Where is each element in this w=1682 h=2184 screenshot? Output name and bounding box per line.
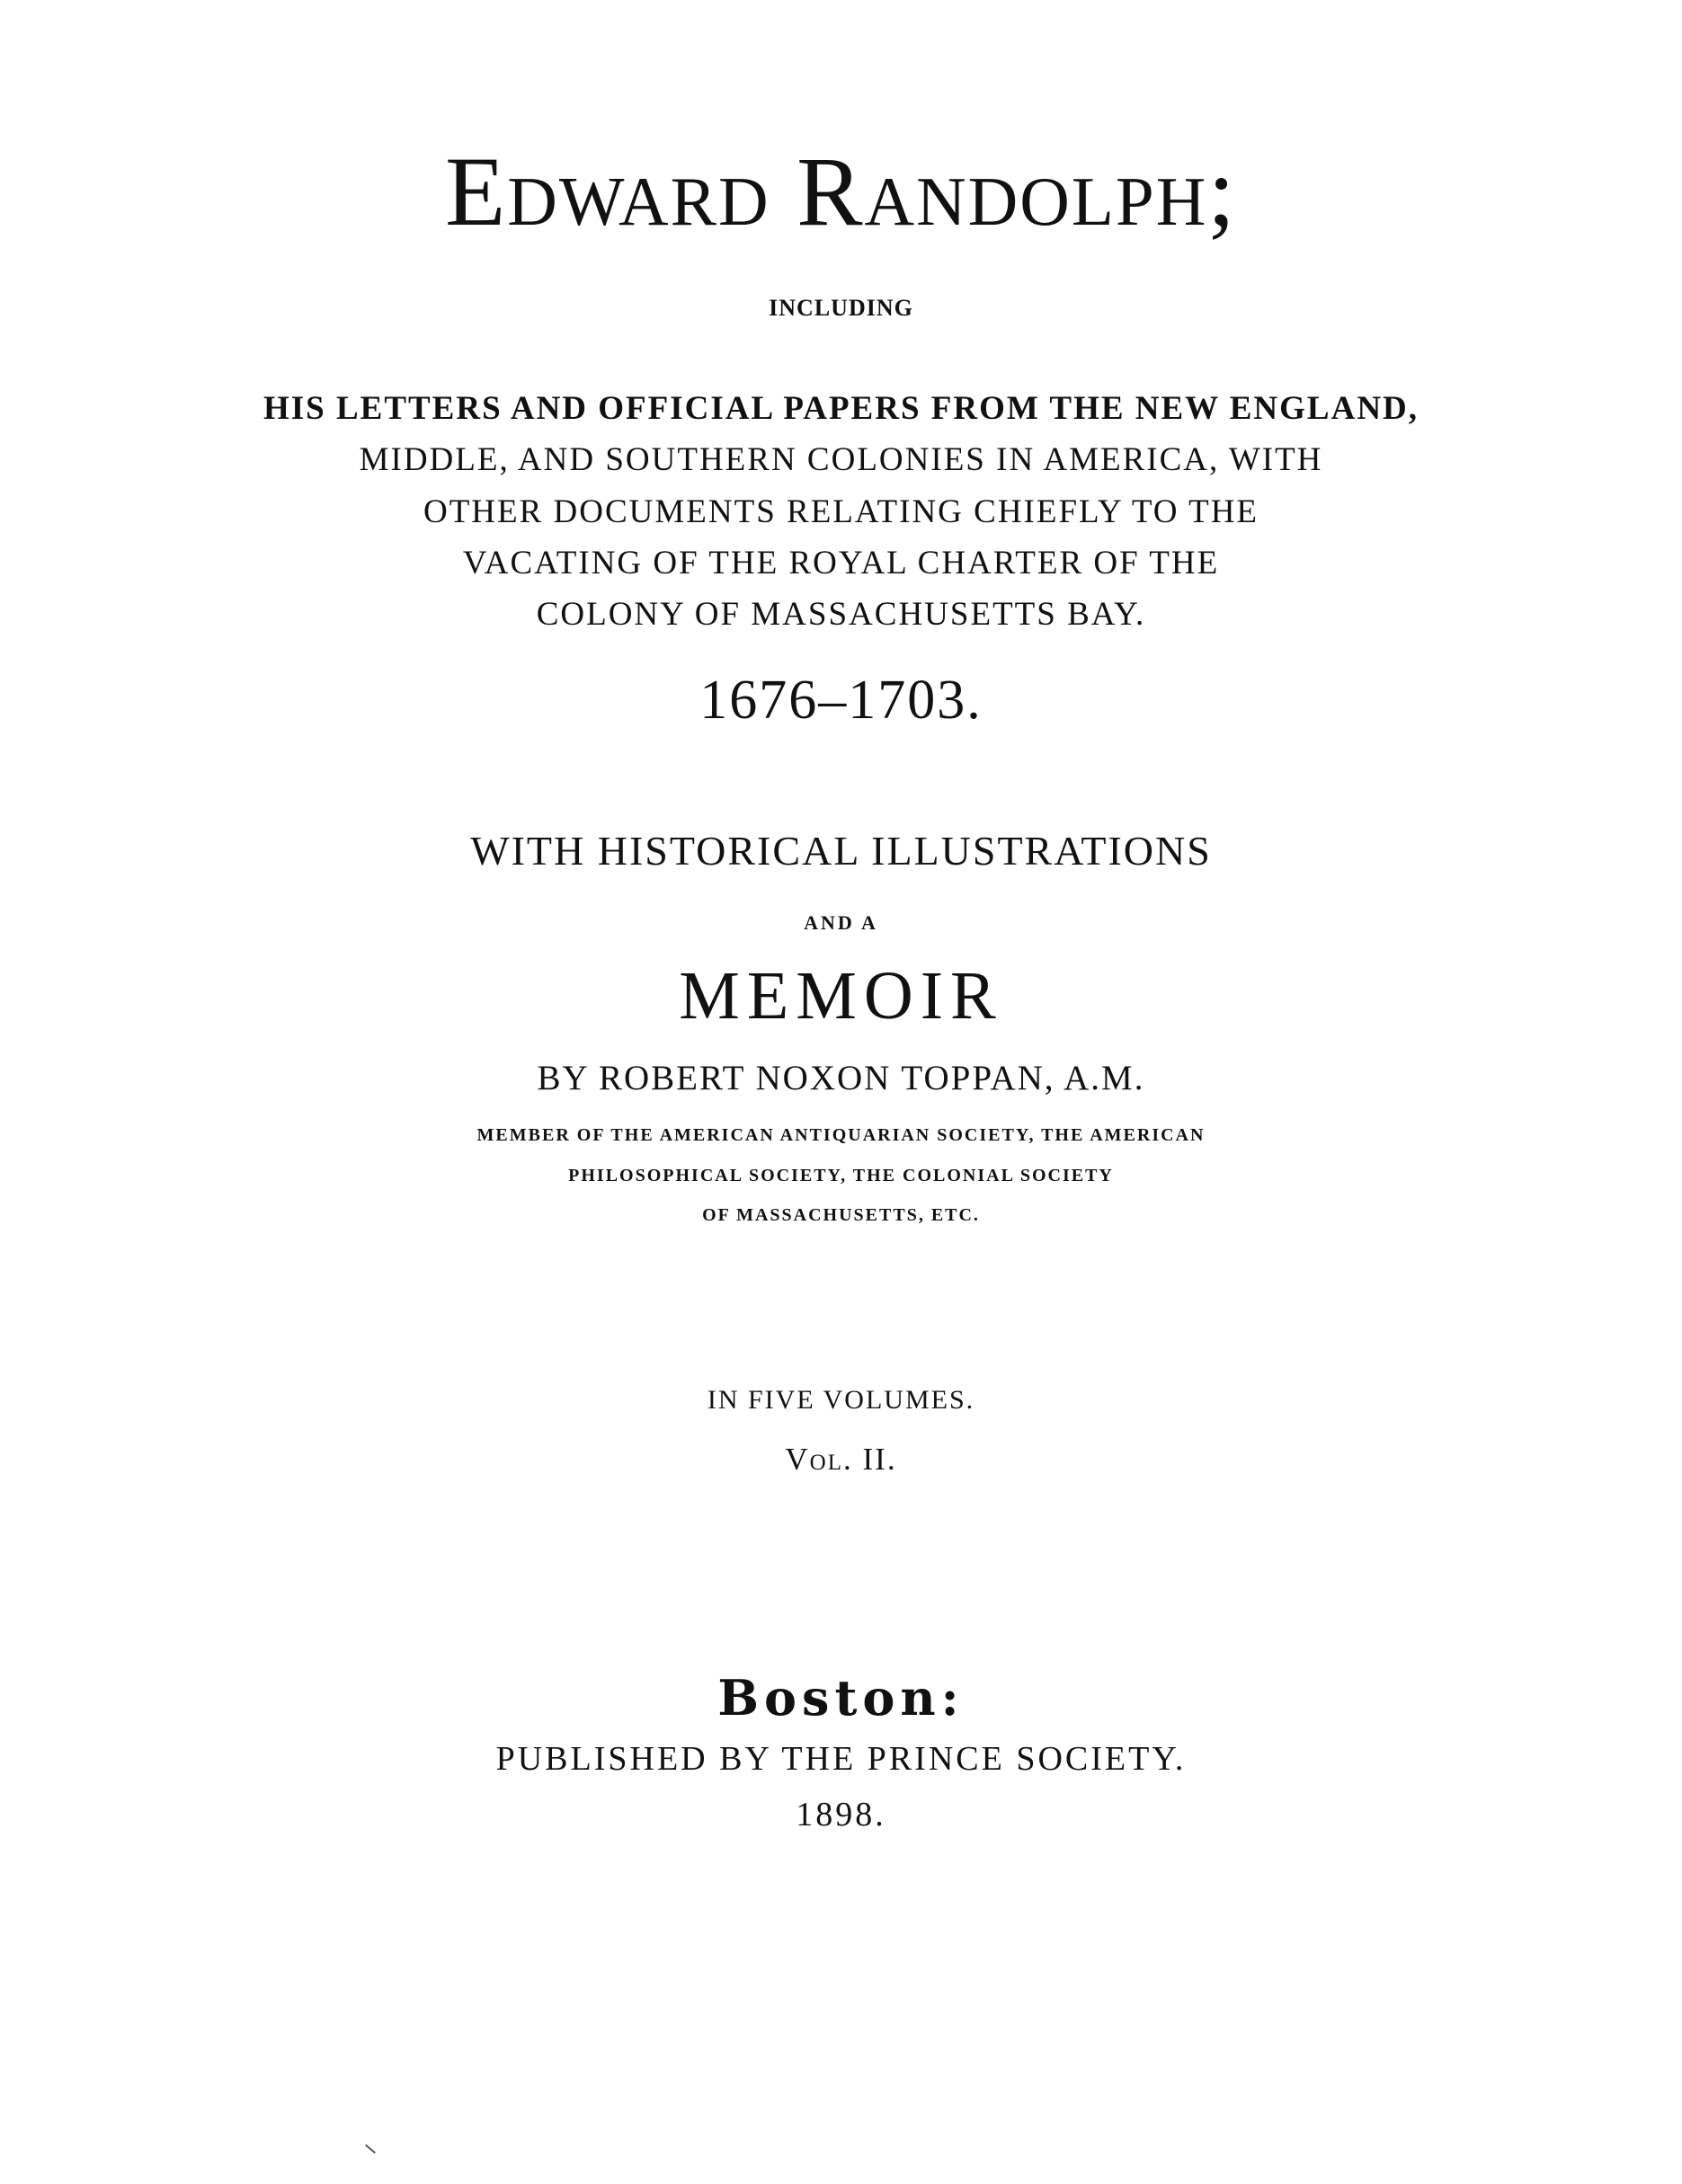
book-title: Edward Randolph;: [445, 137, 1237, 246]
membership-line: PHILOSOPHICAL SOCIETY, THE COLONIAL SOCIETY: [568, 1166, 1114, 1185]
illustrations-heading: WITH HISTORICAL ILLUSTRATIONS: [470, 828, 1212, 874]
subtitle-line: HIS LETTERS AND OFFICIAL PAPERS FROM THE NEW ENGLAND,: [263, 390, 1419, 427]
memoir-heading: MEMOIR: [679, 958, 1003, 1034]
scan-speck: [365, 2144, 376, 2154]
subtitle-line: COLONY OF MASSACHUSETTS BAY.: [536, 596, 1146, 633]
publication-year: 1898.: [796, 1796, 886, 1833]
subtitle-line: VACATING OF THE ROYAL CHARTER OF THE: [462, 545, 1220, 582]
author-line: BY ROBERT NOXON TOPPAN, A.M.: [537, 1059, 1145, 1097]
including-label: INCLUDING: [769, 295, 913, 321]
subtitle-line: MIDDLE, AND SOUTHERN COLONIES IN AMERICA, WITH: [359, 441, 1323, 478]
volume-number: Vol. II.: [785, 1442, 897, 1477]
membership-line: MEMBER OF THE AMERICAN ANTIQUARIAN SOCIETY, THE AMERICAN: [476, 1125, 1206, 1145]
volume-count: IN FIVE VOLUMES.: [707, 1385, 975, 1415]
publisher-line: PUBLISHED BY THE PRINCE SOCIETY.: [495, 1740, 1187, 1778]
subtitle-line: OTHER DOCUMENTS RELATING CHIEFLY TO THE: [423, 493, 1259, 530]
date-range: 1676–1703.: [699, 670, 983, 731]
publication-place: Boston:: [717, 1669, 965, 1727]
and-a-label: AND A: [804, 911, 878, 934]
membership-line: OF MASSACHUSETTS, ETC.: [702, 1205, 980, 1225]
